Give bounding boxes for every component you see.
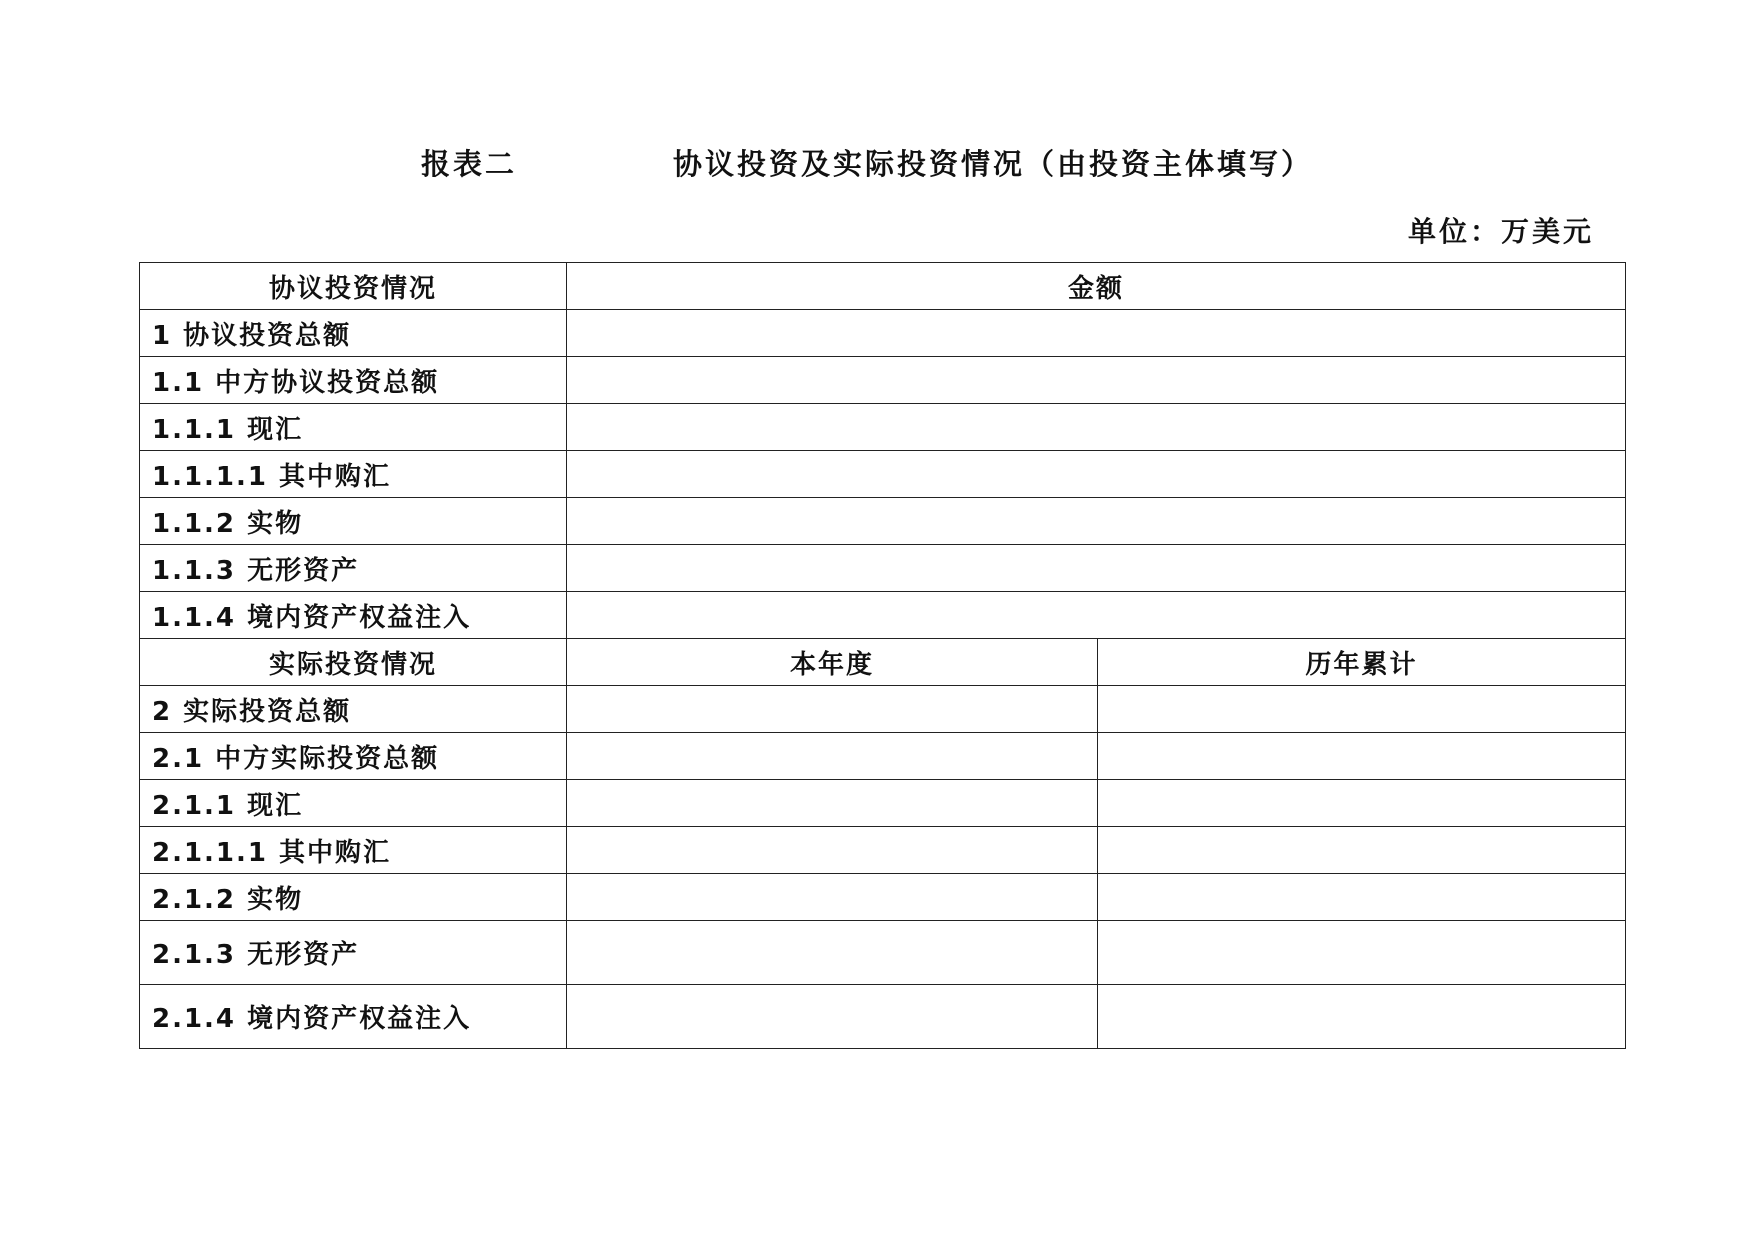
actual-header-row [140, 639, 1626, 686]
amount-cell[interactable] [567, 545, 1626, 592]
table-row [140, 780, 1626, 827]
current-year-header: 本年度 [567, 639, 1098, 686]
table-row [140, 985, 1626, 1049]
row-label: 1.1 中方协议投资总额 [140, 357, 567, 404]
current-year-cell[interactable] [567, 827, 1098, 874]
current-year-cell[interactable] [567, 874, 1098, 921]
cumulative-cell[interactable] [1098, 780, 1626, 827]
amount-cell[interactable] [567, 357, 1626, 404]
row-label: 2 实际投资总额 [140, 686, 567, 733]
current-year-cell[interactable] [567, 686, 1098, 733]
table-row [140, 921, 1626, 985]
report-title: 协议投资及实际投资情况（由投资主体填写） [673, 147, 1314, 181]
cumulative-cell[interactable] [1098, 921, 1626, 985]
row-label: 1.1.1 现汇 [140, 404, 567, 451]
table-row [140, 733, 1626, 780]
cumulative-cell[interactable] [1098, 985, 1626, 1049]
amount-header: 金额 [567, 263, 1626, 310]
current-year-cell[interactable] [567, 921, 1098, 985]
table-row [140, 592, 1626, 639]
table-row [140, 686, 1626, 733]
table-row [140, 545, 1626, 592]
row-label: 2.1 中方实际投资总额 [140, 733, 567, 780]
table-row [140, 357, 1626, 404]
investment-table [139, 262, 1626, 1049]
actual-label-header: 实际投资情况 [140, 639, 567, 686]
row-label: 2.1.3 无形资产 [140, 921, 567, 985]
table-row [140, 498, 1626, 545]
agreement-header-row [140, 263, 1626, 310]
table-row [140, 404, 1626, 451]
cumulative-cell[interactable] [1098, 686, 1626, 733]
row-label: 1 协议投资总额 [140, 310, 567, 357]
row-label: 1.1.4 境内资产权益注入 [140, 592, 567, 639]
cumulative-cell[interactable] [1098, 827, 1626, 874]
current-year-cell[interactable] [567, 733, 1098, 780]
cumulative-cell[interactable] [1098, 874, 1626, 921]
table-row [140, 451, 1626, 498]
row-label: 2.1.2 实物 [140, 874, 567, 921]
cumulative-cell[interactable] [1098, 733, 1626, 780]
table-row [140, 827, 1626, 874]
agreement-label-header: 协议投资情况 [140, 263, 567, 310]
current-year-cell[interactable] [567, 780, 1098, 827]
row-label: 2.1.1.1 其中购汇 [140, 827, 567, 874]
row-label: 1.1.2 实物 [140, 498, 567, 545]
current-year-cell[interactable] [567, 985, 1098, 1049]
amount-cell[interactable] [567, 404, 1626, 451]
amount-cell[interactable] [567, 592, 1626, 639]
table-row [140, 874, 1626, 921]
table-row [140, 310, 1626, 357]
unit-label: 单位：万美元 [1407, 215, 1594, 248]
amount-cell[interactable] [567, 310, 1626, 357]
amount-cell[interactable] [567, 498, 1626, 545]
cumulative-header: 历年累计 [1098, 639, 1626, 686]
row-label: 1.1.1.1 其中购汇 [140, 451, 567, 498]
amount-cell[interactable] [567, 451, 1626, 498]
row-label: 1.1.3 无形资产 [140, 545, 567, 592]
title-row [0, 142, 1754, 182]
row-label: 2.1.1 现汇 [140, 780, 567, 827]
row-label: 2.1.4 境内资产权益注入 [140, 985, 567, 1049]
report-number: 报表二 [421, 147, 518, 181]
